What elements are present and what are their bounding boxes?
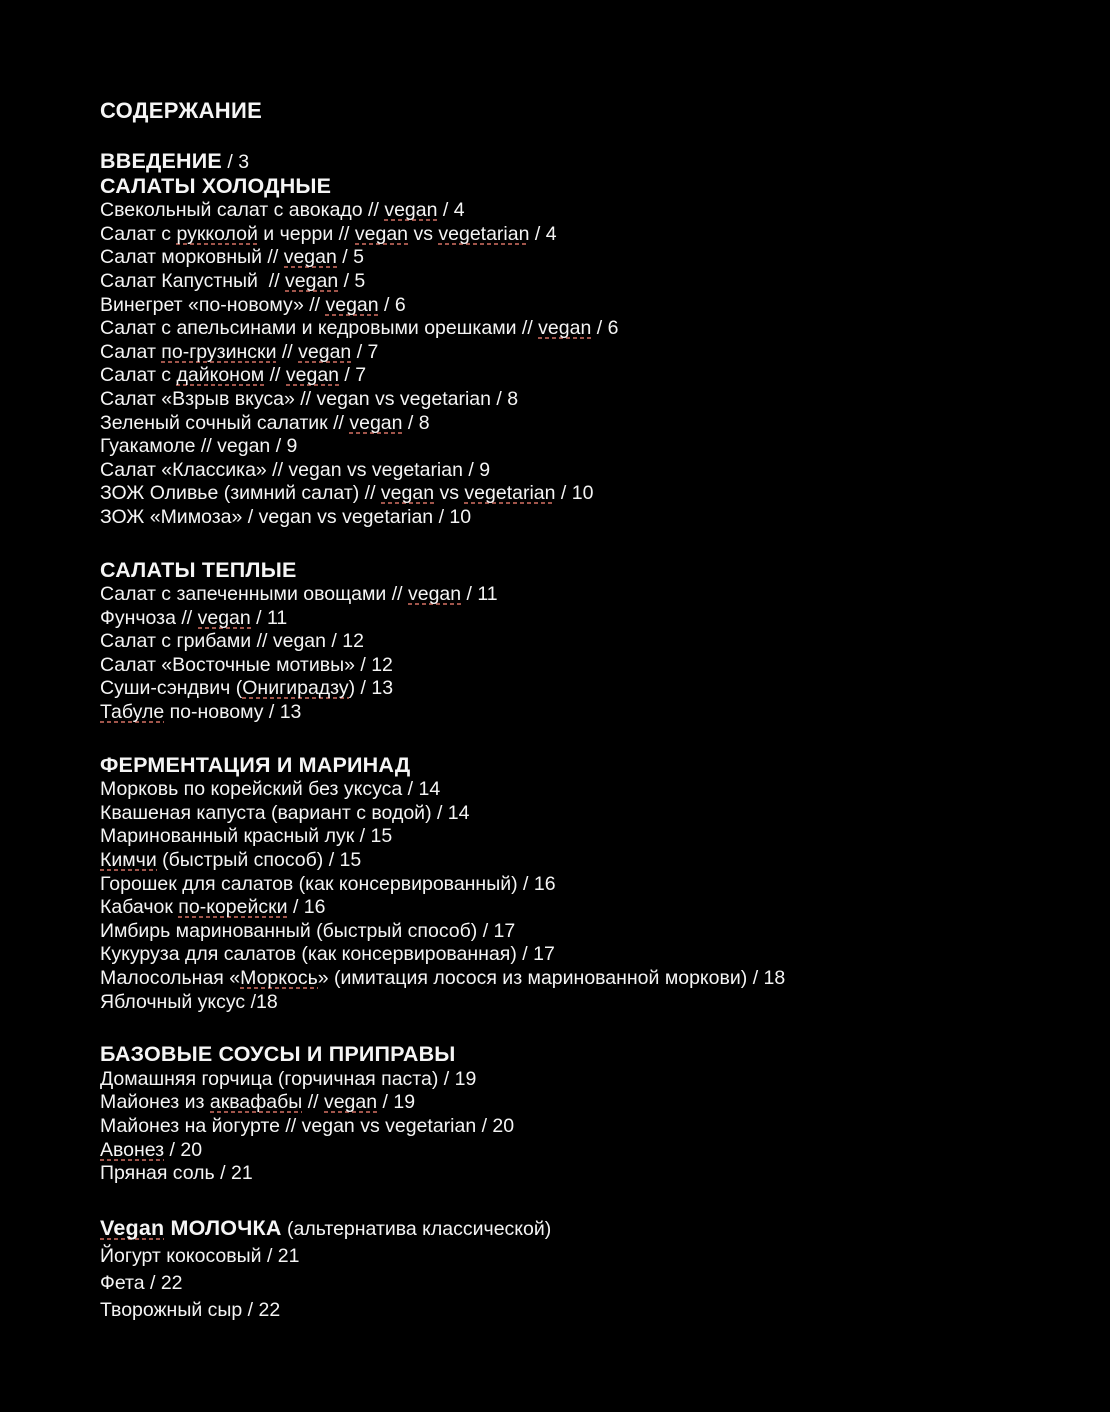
spellcheck-underlined-text: по-корейски (178, 896, 288, 919)
spellcheck-underlined-text: аквафабы (209, 1091, 303, 1114)
toc-text: Йогурт кокосовый / 21 (100, 1244, 300, 1267)
toc-text: / 10 (555, 482, 594, 505)
toc-text: Малосольная « (100, 967, 241, 989)
toc-line (100, 412, 1080, 436)
toc-line (100, 920, 1080, 944)
spellcheck-underlined-text: Моркось (240, 967, 318, 989)
toc-text: Гуакамоле // vegan / 9 (100, 435, 298, 458)
toc-header-warm-salads (100, 559, 1080, 584)
toc-line (100, 943, 1080, 967)
toc-text: / 4 (529, 222, 557, 245)
toc-header-sauces (100, 1043, 1080, 1068)
spellcheck-underlined-text: vegan (380, 482, 435, 505)
toc-line (100, 341, 1080, 365)
toc-line (100, 1068, 1080, 1092)
toc-text: / 3 (221, 151, 250, 173)
toc-line (100, 1115, 1080, 1139)
toc-text: // (264, 364, 286, 387)
toc-text: vs (408, 222, 439, 245)
toc-line (100, 778, 1080, 802)
toc-text: / 5 (338, 269, 366, 292)
toc-text: (быстрый способ) / 15 (156, 849, 362, 872)
toc-text: / 11 (250, 606, 288, 629)
toc-text: Творожный сыр / 22 (100, 1298, 281, 1321)
spellcheck-underlined-text: vegan (349, 411, 403, 434)
toc-text: / 19 (377, 1091, 416, 1114)
spellcheck-underlined-text: Онигирадзу (242, 677, 349, 700)
spellcheck-underlined-text: vegan (298, 340, 352, 363)
toc-text: // (276, 340, 299, 363)
toc-text: / 6 (591, 317, 619, 340)
spellcheck-underlined-text: vegan (354, 222, 409, 245)
toc-text: Зеленый сочный салатик // (100, 411, 350, 434)
toc-bold-text: САЛАТЫ ТЕПЛЫЕ (100, 557, 297, 582)
toc-text: Суши-сэндвич ( (100, 677, 243, 700)
spellcheck-underlined-text: vegan (323, 1091, 378, 1114)
spellcheck-underlined-text: Кимчи (100, 849, 157, 872)
toc-sections (100, 150, 1080, 1324)
toc-line (100, 701, 1080, 725)
toc-line (100, 1270, 1080, 1297)
toc-line (100, 607, 1080, 631)
toc-line (100, 435, 1080, 459)
toc-text: Салат с апельсинами и кедровыми орешками // (100, 317, 539, 340)
toc-text: (альтернатива классической) (281, 1217, 552, 1240)
toc-text: / 16 (287, 896, 326, 919)
toc-line (100, 223, 1080, 247)
toc-text: Кабачок (100, 896, 179, 919)
toc-text: Майонез из (100, 1091, 210, 1114)
toc-text: и черри // (257, 222, 355, 245)
toc-text: » (имитация лосося из маринованной моркови) / 18 (317, 967, 786, 989)
toc-header-fermentation (100, 754, 1080, 779)
spellcheck-underlined-text: vegan (285, 269, 339, 292)
toc-line (100, 388, 1080, 412)
toc-line (100, 849, 1080, 873)
toc-text: Салат с (100, 364, 177, 387)
toc-line (100, 482, 1080, 506)
spellcheck-underlined-text: vegetarian (438, 222, 530, 245)
toc-line (100, 294, 1080, 318)
spellcheck-underlined-text: vegetarian (464, 482, 556, 505)
toc-text: ЗОЖ «Мимоза» / vegan vs vegetarian / 10 (100, 505, 472, 528)
toc-text: по-новому / 13 (164, 701, 302, 724)
toc-text: / 6 (378, 293, 406, 316)
toc-line (100, 246, 1080, 270)
toc-line (100, 1162, 1080, 1186)
toc-text: Яблочный уксус /18 (100, 990, 278, 1013)
spellcheck-underlined-text: рукколой (176, 222, 258, 245)
toc-text: ) / 13 (348, 677, 394, 700)
toc-line (100, 1091, 1080, 1115)
toc-text: Салат морковный // (100, 246, 284, 269)
toc-line (100, 654, 1080, 678)
toc-text: ЗОЖ Оливье (зимний салат) // (100, 482, 381, 505)
toc-bold-text: МОЛОЧКА (164, 1215, 282, 1240)
toc-section (100, 754, 1080, 1015)
toc-line (100, 583, 1080, 607)
toc-text: Свекольный салат с авокадо // (100, 199, 385, 222)
toc-line (100, 630, 1080, 654)
spellcheck-underlined-text: vegan (197, 606, 251, 629)
toc-line (100, 199, 1080, 223)
toc-line (100, 506, 1080, 530)
toc-line (100, 677, 1080, 701)
toc-section (100, 1215, 1080, 1324)
toc-text: / 7 (339, 364, 367, 387)
toc-line (100, 1297, 1080, 1324)
toc-bold-text: БАЗОВЫЕ СОУСЫ И ПРИПРАВЫ (100, 1042, 456, 1067)
toc-text: Салат «Взрыв вкуса» // vegan vs vegetarian / 8 (100, 387, 519, 410)
toc-section (100, 559, 1080, 725)
toc-text: Кукуруза для салатов (как консервированная) / 17 (100, 943, 555, 966)
toc-line (100, 317, 1080, 341)
toc-text: Фета / 22 (100, 1271, 183, 1294)
toc-text: / 11 (461, 583, 498, 606)
toc-section (100, 1043, 1080, 1186)
toc-line (100, 459, 1080, 483)
toc-bold-text: САЛАТЫ ХОЛОДНЫЕ (100, 173, 332, 198)
spellcheck-underlined-text: vegan (325, 293, 379, 316)
toc-text: Салат «Восточные мотивы» / 12 (100, 653, 393, 676)
spellcheck-underlined-text: vegan (407, 583, 462, 606)
toc-text: Салат (100, 340, 162, 363)
toc-text: Домашняя горчица (горчичная паста) / 19 (100, 1067, 477, 1090)
toc-text: Салат с (100, 222, 177, 245)
toc-text: Винегрет «по-новому» // (100, 293, 326, 316)
toc-line (100, 873, 1080, 897)
toc-text: Морковь по корейский без уксуса / 14 (100, 778, 441, 801)
toc-text: vs (434, 482, 465, 505)
spellcheck-underlined-text: Табуле (100, 701, 165, 724)
toc-section (100, 150, 1080, 530)
toc-bold-text: ВВЕДЕНИЕ (100, 149, 222, 173)
toc-line (100, 991, 1080, 1015)
toc-text: Салат с запеченными овощами // (100, 583, 408, 606)
toc-header-introduction (100, 150, 1080, 175)
toc-text: / 20 (164, 1138, 203, 1161)
toc-bold-text: ФЕРМЕНТАЦИЯ И МАРИНАД (100, 752, 411, 777)
toc-line (100, 1139, 1080, 1163)
toc-line (100, 802, 1080, 826)
toc-text: Майонез на йогурте // vegan vs vegetarian / 20 (100, 1114, 515, 1137)
toc-line (100, 825, 1080, 849)
toc-text: Горошек для салатов (как консервированный) / 16 (100, 872, 556, 895)
toc-header-vegan-dairy (100, 1215, 1080, 1243)
toc-text: / 5 (336, 246, 364, 269)
toc-text: Салат Капустный // (100, 269, 286, 292)
toc-text: Квашеная капуста (вариант с водой) / 14 (100, 801, 470, 824)
spellcheck-underlined-text: vegan (538, 317, 592, 340)
spellcheck-underlined-text: vegan (384, 199, 438, 222)
toc-text: // (302, 1091, 324, 1114)
page-title: СОДЕРЖАНИЕ (100, 98, 263, 123)
toc-line (100, 967, 1080, 991)
toc-line (100, 364, 1080, 388)
toc-text: Салат с грибами // vegan / 12 (100, 630, 364, 653)
toc-text: Салат «Классика» // vegan vs vegetarian / 9 (100, 458, 491, 481)
spellcheck-underlined-text: vegan (283, 246, 337, 269)
toc-text: Фунчоза // (100, 606, 198, 629)
toc-line (100, 270, 1080, 294)
toc-line (100, 896, 1080, 920)
spellcheck-underlined-text: vegan (285, 364, 340, 387)
toc-line (100, 1243, 1080, 1270)
spellcheck-underlined-text: по-грузински (161, 340, 277, 363)
toc-text: / 4 (437, 199, 465, 222)
spellcheck-underlined-text: дайконом (176, 364, 265, 387)
toc-text: / 7 (351, 340, 379, 363)
toc-text: / 8 (402, 411, 430, 434)
toc-text: Имбирь маринованный (быстрый способ) / 17 (100, 919, 516, 942)
toc-text: Пряная соль / 21 (100, 1162, 253, 1185)
spellcheck-underlined-text: Авонез (100, 1138, 165, 1161)
spellcheck-underlined-text: Vegan (100, 1215, 165, 1240)
toc-header-cold-salads (100, 175, 1080, 200)
toc-text: Маринованный красный лук / 15 (100, 825, 393, 848)
